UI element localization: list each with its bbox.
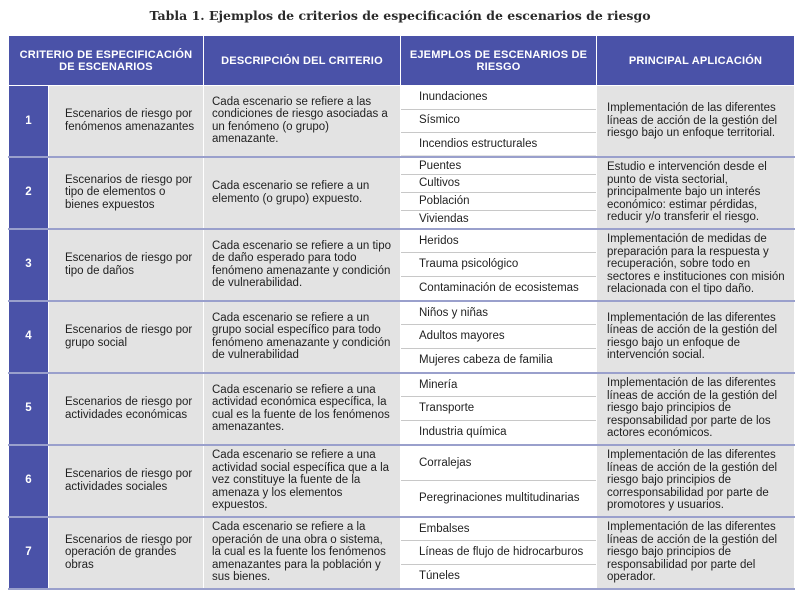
ejemplo-item: Incendios estructurales <box>401 133 596 155</box>
ejemplo-item: Contaminación de ecosistemas <box>401 277 596 300</box>
aplicacion-cell: Implementación de las diferentes líneas de acción de la gestión del riesgo bajo un enfoque de intervención social. <box>597 301 795 373</box>
criterio-cell: Escenarios de riesgo por fenómenos amenazantes <box>49 86 204 157</box>
table-body <box>9 86 795 589</box>
table-row <box>9 517 795 589</box>
header-descripcion: DESCRIPCIÓN DEL CRITERIO <box>204 36 401 86</box>
aplicacion-cell: Implementación de las diferentes líneas de acción de la gestión del riesgo bajo principios de corresponsabilidad por parte de promotores y usuarios. <box>597 445 795 517</box>
ejemplos-cell <box>401 86 597 157</box>
row-number: 2 <box>9 157 49 229</box>
ejemplos-list <box>401 374 596 444</box>
descripcion-cell: Cada escenario se refiere a la operación de una obra o sistema, la cual es la fuente los fenómenos amenazantes para la población y sus bienes. <box>204 517 401 589</box>
table-row <box>9 229 795 301</box>
aplicacion-cell: Implementación de las diferentes líneas de acción de la gestión del riesgo bajo principios de responsabilidad por parte de los actores económicos. <box>597 373 795 445</box>
ejemplos-list <box>401 230 596 300</box>
ejemplo-item: Trauma psicológico <box>401 253 596 277</box>
table-row <box>9 86 795 157</box>
ejemplos-list <box>401 518 596 588</box>
aplicacion-cell: Implementación de las diferentes líneas de acción de la gestión del riesgo bajo un enfoque territorial. <box>597 86 795 157</box>
ejemplo-item: Transporte <box>401 397 596 421</box>
risk-scenarios-table <box>8 35 795 590</box>
descripcion-cell: Cada escenario se refiere a un elemento (o grupo) expuesto. <box>204 157 401 229</box>
ejemplo-item: Puentes <box>401 158 596 176</box>
ejemplos-list <box>401 158 596 228</box>
ejemplos-cell <box>401 157 597 229</box>
ejemplo-item: Túneles <box>401 565 596 588</box>
ejemplos-cell <box>401 445 597 517</box>
ejemplo-item: Líneas de flujo de hidrocarburos <box>401 541 596 565</box>
ejemplos-cell <box>401 517 597 589</box>
ejemplo-item: Adultos mayores <box>401 325 596 349</box>
row-number: 5 <box>9 373 49 445</box>
header-row <box>9 36 795 86</box>
header-aplicacion: PRINCIPAL APLICACIÓN <box>597 36 795 86</box>
table-row <box>9 373 795 445</box>
descripcion-cell: Cada escenario se refiere a un tipo de daño esperado para todo fenómeno amenazante y condición de vulnerabilidad. <box>204 229 401 301</box>
ejemplo-item: Embalses <box>401 518 596 542</box>
row-number: 7 <box>9 517 49 589</box>
criterio-cell: Escenarios de riesgo por tipo de daños <box>49 229 204 301</box>
table-row <box>9 157 795 229</box>
aplicacion-cell: Estudio e intervención desde el punto de vista sectorial, principalmente bajo un interés económico: estimar pérdidas, reducir y/o transferir el riesgo. <box>597 157 795 229</box>
ejemplo-item: Corralejas <box>401 446 596 482</box>
ejemplos-cell <box>401 301 597 373</box>
ejemplo-item: Población <box>401 193 596 211</box>
criterio-cell: Escenarios de riesgo por operación de grandes obras <box>49 517 204 589</box>
ejemplo-item: Minería <box>401 374 596 398</box>
ejemplo-item: Viviendas <box>401 211 596 228</box>
ejemplo-item: Sísmico <box>401 110 596 133</box>
row-number: 4 <box>9 301 49 373</box>
descripcion-cell: Cada escenario se refiere a una actividad económica específica, la cual es la fuente de los fenómenos amenazantes. <box>204 373 401 445</box>
ejemplos-cell <box>401 373 597 445</box>
criterio-cell: Escenarios de riesgo por actividades económicas <box>49 373 204 445</box>
descripcion-cell: Cada escenario se refiere a las condiciones de riesgo asociadas a un fenómeno (o grupo) amenazante. <box>204 86 401 157</box>
ejemplo-item: Industria química <box>401 421 596 444</box>
row-number: 6 <box>9 445 49 517</box>
ejemplos-list <box>401 446 596 516</box>
aplicacion-cell: Implementación de las diferentes líneas de acción de la gestión del riesgo bajo principios de responsabilidad por parte del operador. <box>597 517 795 589</box>
ejemplo-item: Cultivos <box>401 175 596 193</box>
ejemplos-cell <box>401 229 597 301</box>
ejemplo-item: Mujeres cabeza de familia <box>401 349 596 372</box>
aplicacion-cell: Implementación de medidas de preparación para la respuesta y recuperación, sobre todo en sectores e instituciones con misión relacionada con el tipo daño. <box>597 229 795 301</box>
table-row <box>9 445 795 517</box>
header-ejemplos: EJEMPLOS DE ESCENARIOS DE RIESGO <box>401 36 597 86</box>
row-number: 3 <box>9 229 49 301</box>
header-criterio: CRITERIO DE ESPECIFICACIÓN DE ESCENARIOS <box>9 36 204 86</box>
criterio-cell: Escenarios de riesgo por tipo de elementos o bienes expuestos <box>49 157 204 229</box>
descripcion-cell: Cada escenario se refiere a una actividad social específica que a la vez constituye la fuente de la amenaza y los elementos expuestos. <box>204 445 401 517</box>
ejemplo-item: Heridos <box>401 230 596 254</box>
ejemplo-item: Niños y niñas <box>401 302 596 326</box>
criterio-cell: Escenarios de riesgo por grupo social <box>49 301 204 373</box>
ejemplos-list <box>401 86 596 155</box>
row-number: 1 <box>9 86 49 157</box>
descripcion-cell: Cada escenario se refiere a un grupo social específico para todo fenómeno amenazante y condición de vulnerabilidad <box>204 301 401 373</box>
table-row <box>9 301 795 373</box>
ejemplos-list <box>401 302 596 372</box>
ejemplo-item: Peregrinaciones multitudinarias <box>401 481 596 516</box>
table-caption: Tabla 1. Ejemplos de criterios de especificación de escenarios de riesgo <box>149 8 651 23</box>
criterio-cell: Escenarios de riesgo por actividades sociales <box>49 445 204 517</box>
ejemplo-item: Inundaciones <box>401 86 596 109</box>
